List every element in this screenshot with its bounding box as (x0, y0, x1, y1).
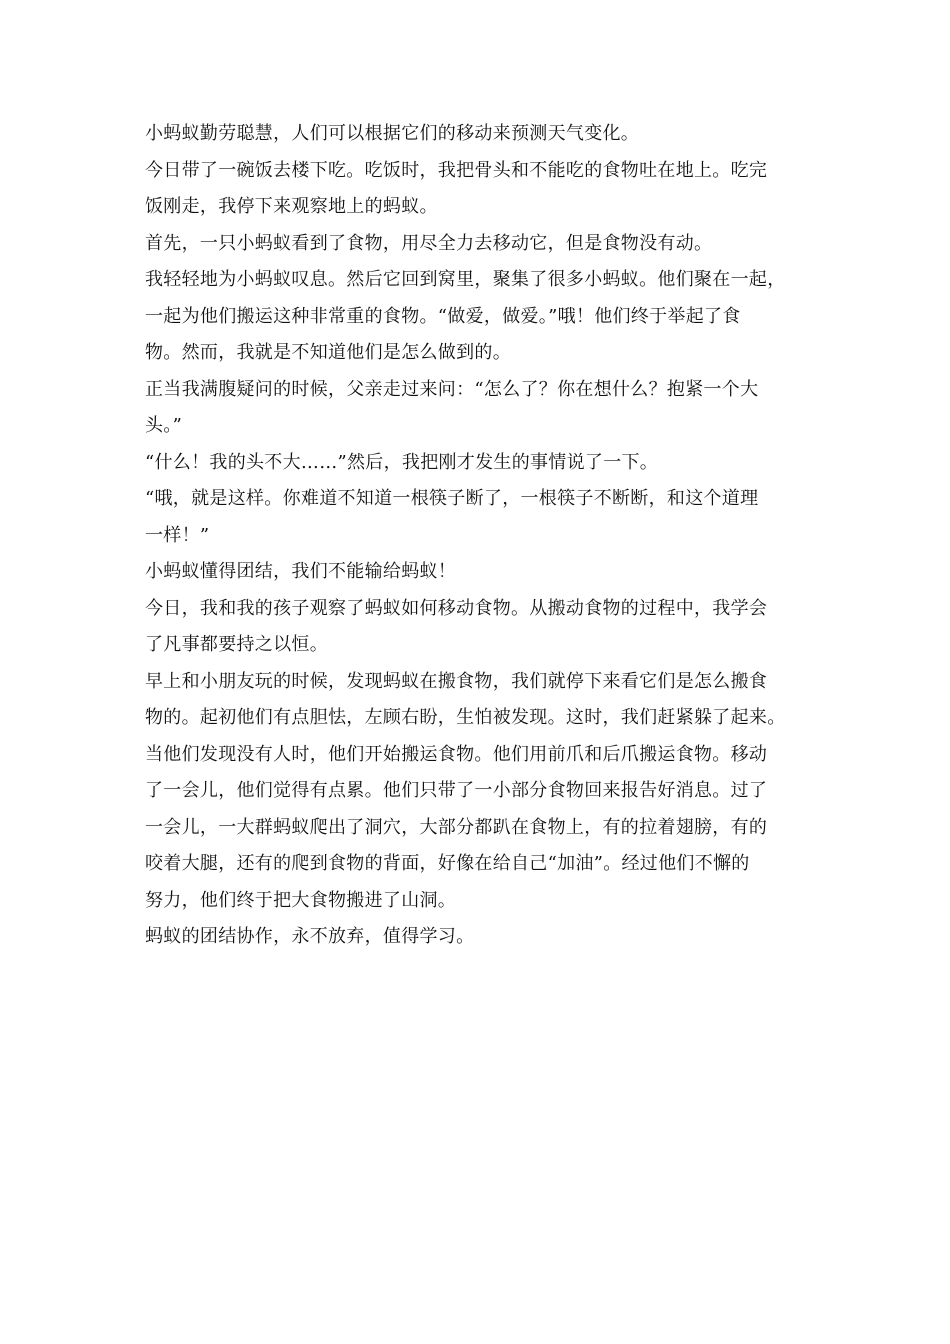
text-line: 首先，一只小蚂蚁看到了食物，用尽全力去移动它，但是食物没有动。 (145, 232, 713, 254)
text-line: 今日，我和我的孩子观察了蚂蚁如何移动食物。从搬动食物的过程中，我学会 (145, 597, 768, 619)
text-line: 咬着大腿，还有的爬到食物的背面，好像在给自己“加油”。经过他们不懈的 (145, 853, 750, 874)
paragraph-6 (145, 445, 807, 482)
paragraph-10 (145, 664, 807, 920)
text-line: 一会儿，一大群蚂蚁爬出了洞穴，大部分都趴在食物上，有的拉着翅膀，有的 (145, 816, 768, 838)
paragraph-8 (145, 554, 807, 591)
paragraph-2 (145, 153, 807, 226)
paragraph-3 (145, 226, 807, 263)
text-line: 一起为他们搬运这种非常重的食物。“做爱，做爱。”哦！他们终于举起了食 (145, 305, 741, 327)
paragraph-7 (145, 481, 807, 554)
text-line: 物。然而，我就是不知道他们是怎么做到的。 (145, 342, 511, 363)
text-line: 我轻轻地为小蚂蚁叹息。然后它回到窝里，聚集了很多小蚂蚁。他们聚在一起， (145, 269, 786, 290)
text-line: 今日带了一碗饭去楼下吃。吃饭时，我把骨头和不能吃的食物吐在地上。吃完 (145, 159, 768, 181)
text-line: “什么！我的头不大……”然后，我把刚才发生的事情说了一下。 (145, 451, 659, 473)
paragraph-4 (145, 262, 807, 372)
paragraph-1 (145, 116, 807, 153)
text-line: 饭刚走，我停下来观察地上的蚂蚁。 (145, 196, 438, 217)
text-line: “哦，就是这样。你难道不知道一根筷子断了，一根筷子不断断，和这个道理 (145, 488, 759, 509)
document-body (145, 116, 807, 956)
text-line: 当他们发现没有人时，他们开始搬运食物。他们用前爪和后爪搬运食物。移动 (145, 743, 768, 765)
text-line: 正当我满腹疑问的时候，父亲走过来问：“怎么了？你在想什么？抱紧一个大 (145, 378, 759, 400)
paragraph-9 (145, 591, 807, 664)
text-line: 了凡事都要持之以恒。 (145, 634, 328, 655)
text-line: 早上和小朋友玩的时候，发现蚂蚁在搬食物，我们就停下来看它们是怎么搬食 (145, 670, 768, 692)
text-line: 物的。起初他们有点胆怯，左顾右盼，生怕被发现。这时，我们赶紧躲了起来。 (145, 707, 786, 728)
text-line: 小蚂蚁勤劳聪慧，人们可以根据它们的移动来预测天气变化。 (145, 123, 640, 144)
text-line: 一样！” (145, 524, 210, 546)
text-line: 头。” (145, 415, 183, 436)
text-line: 蚂蚁的团结协作，永不放弃，值得学习。 (145, 926, 475, 947)
paragraph-11 (145, 919, 807, 956)
text-line: 了一会儿，他们觉得有点累。他们只带了一小部分食物回来报告好消息。过了 (145, 780, 768, 801)
text-line: 小蚂蚁懂得团结，我们不能输给蚂蚁！ (145, 561, 457, 582)
text-line: 努力，他们终于把大食物搬进了山洞。 (145, 889, 457, 911)
paragraph-5 (145, 372, 807, 445)
